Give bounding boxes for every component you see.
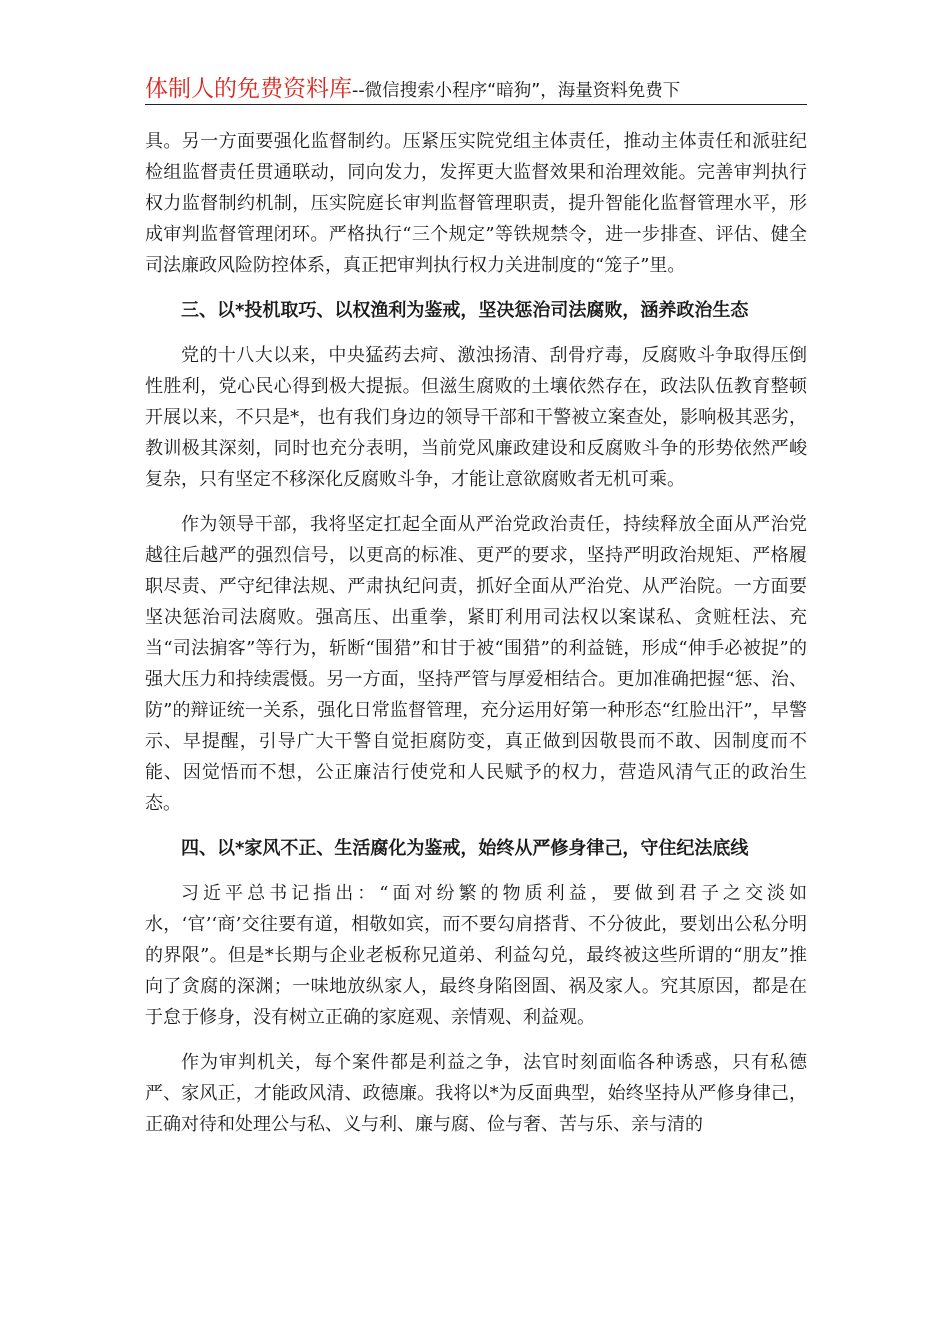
header-brand: 体制人的免费资料库 bbox=[145, 76, 352, 102]
header-tagline: --微信搜索小程序“暗狗”，海量资料免费下 bbox=[352, 81, 681, 101]
page-header bbox=[145, 70, 807, 105]
paragraph: 习近平总书记指出：“面对纷繁的物质利益，要做到君子之交淡如水，‘官’‘商’交往要有道，相敬如宾，而不要勾肩搭背、不分彼此，要划出公私分明的界限”。但是*长期与企业老板称兄道弟、利益勾兑，最终被这些所谓的“朋友”推向了贪腐的深渊；一味地放纵家人，最终身陷囹圄、祸及家人。究其原因，都是在于怠于修身，没有树立正确的家庭观、亲情观、利益观。 bbox=[145, 883, 807, 1028]
section-heading-four: 四、以*家风不正、生活腐化为鉴戒，始终从严修身律己，守住纪法底线 bbox=[181, 838, 749, 859]
paragraph: 作为审判机关，每个案件都是利益之争，法官时刻面临各种诱惑，只有私德严、家风正，才能政风清、政德廉。我将以*为反面典型，始终坚持从严修身律己，正确对待和处理公与私、义与利、廉与腐、俭与奢、苦与乐、亲与清的 bbox=[145, 1052, 807, 1135]
paragraph-continued: 具。另一方面要强化监督制约。压紧压实院党组主体责任，推动主体责任和派驻纪检组监督责任贯通联动，同向发力，发挥更大监督效果和治理效能。完善审判执行权力监督制约机制，压实院庭长审判监督管理职责，提升智能化监督管理水平，形成审判监督管理闭环。严格执行“三个规定”等铁规禁令，进一步排查、评估、健全司法廉政风险防控体系，真正把审判执行权力关进制度的“笼子”里。 bbox=[145, 131, 807, 276]
paragraph: 作为领导干部，我将坚定扛起全面从严治党政治责任，持续释放全面从严治党越往后越严的强烈信号，以更高的标准、更严的要求，坚持严明政治规矩、严格履职尽责、严守纪律法规、严肃执纪问责，抓好全面从严治党、从严治院。一方面要坚决惩治司法腐败。强高压、出重拳，紧盯利用司法权以案谋私、贪赃枉法、充当“司法掮客”等行为，斩断“围猎”和甘于被“围猎”的利益链，形成“伸手必被捉”的强大压力和持续震慑。另一方面，坚持严管与厚爱相结合。更加准确把握“惩、治、防”的辩证统一关系，强化日常监督管理，充分运用好第一种形态“红脸出汗”，早警示、早提醒，引导广大干警自觉拒腐防变，真正做到因敬畏而不敢、因制度而不能、因觉悟而不想，公正廉洁行使党和人民赋予的权力，营造风清气正的政治生态。 bbox=[145, 514, 807, 814]
document-body bbox=[145, 126, 807, 1140]
section-heading-three: 三、以*投机取巧、以权渔利为鉴戒，坚决惩治司法腐败，涵养政治生态 bbox=[181, 300, 749, 321]
paragraph: 党的十八大以来，中央猛药去疴、激浊扬清、刮骨疗毒，反腐败斗争取得压倒性胜利，党心民心得到极大提振。但滋生腐败的土壤依然存在，政法队伍教育整顿开展以来，不只是*，也有我们身边的领导干部和干警被立案查处，影响极其恶劣，教训极其深刻，同时也充分表明，当前党风廉政建设和反腐败斗争的形势依然严峻复杂，只有坚定不移深化反腐败斗争，才能让意欲腐败者无机可乘。 bbox=[145, 345, 807, 490]
